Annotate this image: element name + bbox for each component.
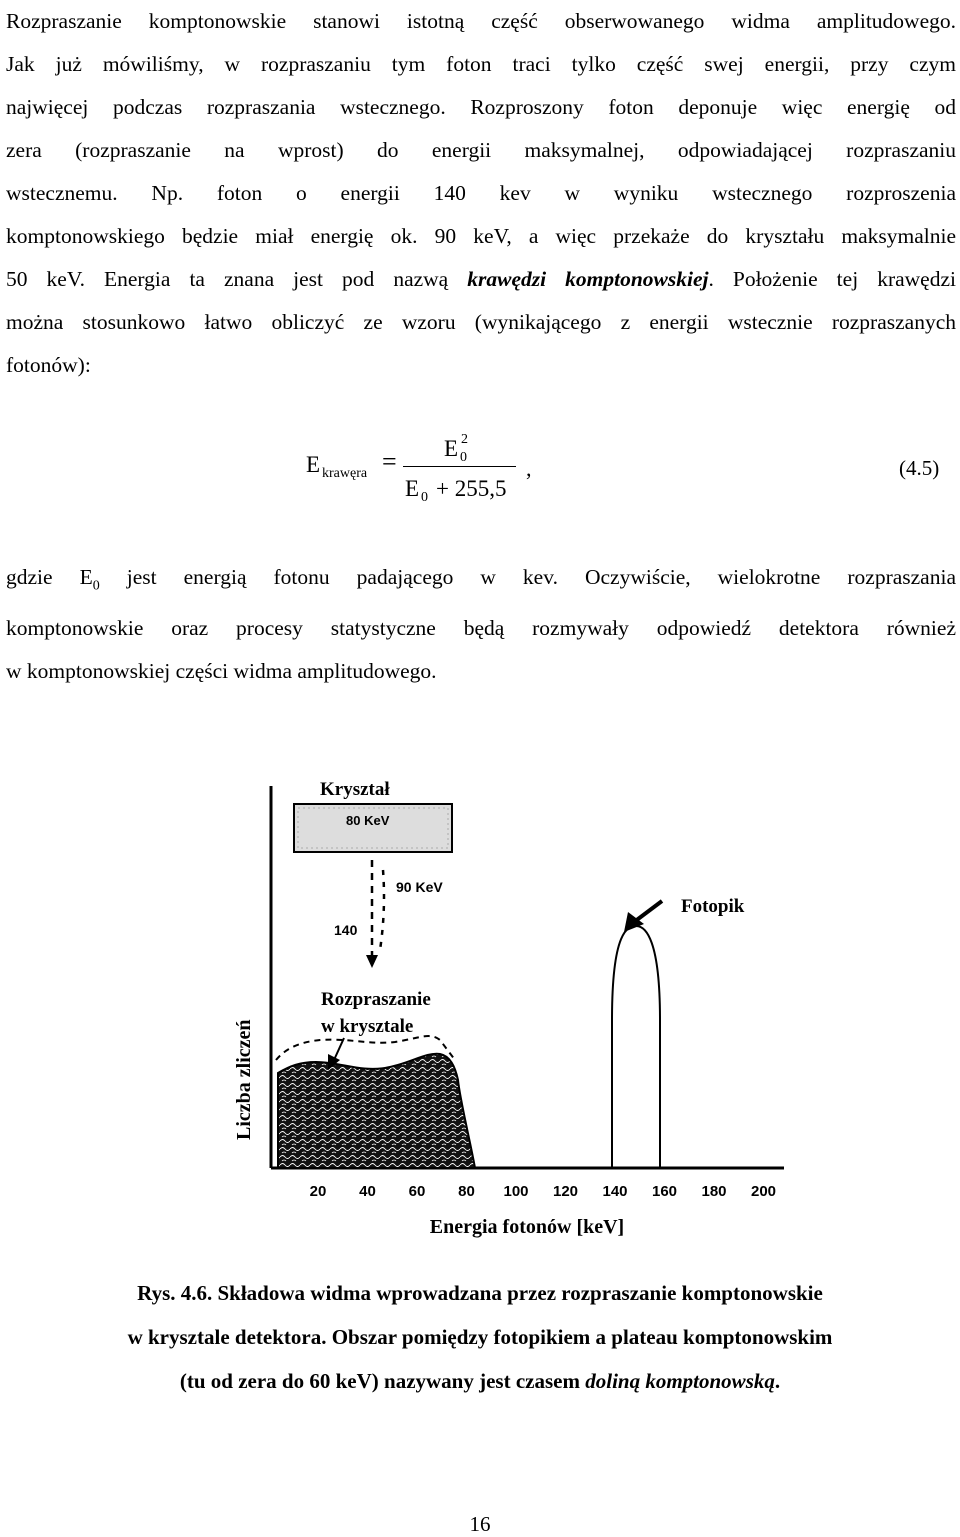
equation-numerator-subscript: 0 [460,450,467,465]
equation-comma: , [526,456,532,481]
text-line: najwięcej podczas rozpraszania wstecznego. Rozproszony foton deponuje więc energię od [6,95,956,119]
text-line: Jak już mówiliśmy, w rozpraszaniu tym foton traci tylko część swej energii, przy czym [6,52,956,76]
x-tick-label: 140 [602,1183,628,1200]
equation-lhs: E [306,452,321,477]
x-axis-label: Energia fotonów [keV] [429,1216,625,1238]
x-tick-label: 60 [408,1183,426,1200]
scattered-energy-label: 90 KeV [396,879,443,895]
x-tick-label: 180 [701,1183,727,1200]
crystal-energy-label: 80 KeV [346,813,390,828]
x-tick-label: 100 [503,1183,529,1200]
caption-line: w krysztale detektora. Obszar pomiędzy fotopikiem a plateau komptonowskim [127,1325,833,1349]
text-line: w komptonowskiej części widma amplitudowego. [6,659,437,684]
equation-lhs-subscript: krawęra [322,466,368,481]
text-line: zera (rozpraszanie na wprost) do energii maksymalnej, odpowiadającej rozpraszaniu [6,138,956,162]
photopeak-curve [612,926,660,1168]
scatter-label-line2: w krysztale [321,1016,414,1037]
compton-spectrum-figure [0,770,960,1290]
text-line: gdzie $E_0$ jest energią fotonu padającego w kev. Oczywiście, wielokrotne rozpraszania [6,565,956,594]
caption-line: Rys. 4.6. Składowa widma wprowadzana przez rozpraszanie komptonowskie [137,1281,823,1305]
text-line: Rozpraszanie komptonowskie stanowi istotną część obserwowanego widma amplitudowego. [6,9,956,33]
crystal-label: Kryształ [320,779,390,800]
x-tick-label: 80 [458,1183,475,1200]
caption-line: (tu od zera do 60 keV) nazywany jest czasem doliną komptonowską. [179,1369,781,1393]
figure-caption [0,1271,960,1403]
x-tick-label: 120 [552,1183,579,1200]
equation-numerator-superscript: 2 [461,432,468,447]
compton-valley-term: doliną komptonowską [585,1369,775,1393]
incident-energy-label: 140 [334,922,358,938]
compton-edge-term: krawędzi komptonowskiej [467,267,709,291]
x-tick-label: 200 [750,1183,777,1200]
page-number: 16 [469,1512,491,1536]
equation-denominator-rest: + 255,5 [436,476,507,501]
text-line: komptonowskiego będzie miał energię ok. 90 keV, a więc przekaże do kryształu maksymalnie [6,224,956,248]
equation-equals: = [382,447,397,476]
scatter-arrow-shaft [334,1038,344,1060]
equation-denominator-subscript: 0 [421,490,428,505]
text-line: można stosunkowo łatwo obliczyć ze wzoru (wynikającego z energii wstecznie rozpraszanych [6,310,956,334]
text-line: 50 keV. Energia ta znana jest pod nazwą krawędzi komptonowskiej. Położenie tej krawędzi [6,267,956,291]
y-axis-label: Liczba zliczeń [233,1019,255,1140]
photopeak-label: Fotopik [681,896,745,917]
text-line: komptonowskie oraz procesy statystyczne będą rozmywały odpowiedź detektora również [6,616,956,641]
equation-number: (4.5) [899,456,940,480]
scattered-photon-path [380,870,384,950]
x-tick-label: 160 [651,1183,678,1200]
equation-numerator: E [444,436,459,461]
fraction-bar [403,466,516,467]
compton-continuum-fill [278,1054,475,1168]
crystal-block [294,804,452,852]
photopeak-arrow-shaft [634,901,662,922]
equation-denominator: E [405,476,420,501]
incident-photon-arrowhead [366,955,378,968]
x-tick-label: 40 [359,1183,376,1200]
x-tick-label: 20 [309,1183,327,1200]
x-tick-labels [310,1183,776,1200]
paragraph-compton-intro [6,0,956,387]
paragraph-compton-blurring [6,556,956,693]
text-line: fotonów): [6,353,91,377]
text-line: wstecznemu. Np. foton o energii 140 kev w wyniku wstecznego rozproszenia [6,181,956,205]
scatter-label-line1: Rozpraszanie [321,989,431,1010]
